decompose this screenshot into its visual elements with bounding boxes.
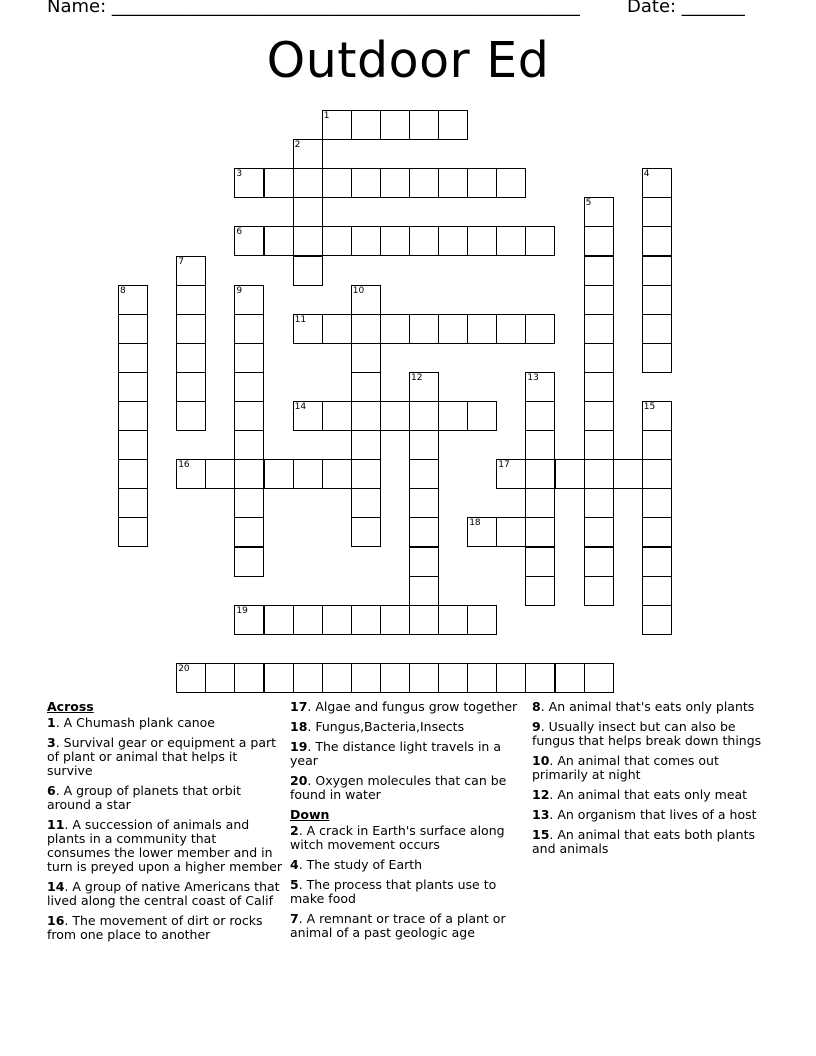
grid-cell[interactable] bbox=[642, 576, 672, 606]
grid-cell[interactable] bbox=[584, 430, 614, 460]
grid-cell[interactable] bbox=[555, 459, 585, 489]
grid-cell[interactable] bbox=[118, 401, 148, 431]
grid-cell[interactable] bbox=[409, 517, 439, 547]
clue-item: 14. A group of native Americans that lived along the central coast of Calif bbox=[47, 879, 280, 908]
grid-cell-number: 10 bbox=[352, 285, 365, 296]
grid-cell[interactable] bbox=[584, 547, 614, 577]
grid-cell[interactable] bbox=[234, 372, 264, 402]
grid-cell[interactable] bbox=[351, 372, 381, 402]
grid-cell[interactable] bbox=[409, 576, 439, 606]
grid-cell[interactable] bbox=[409, 372, 439, 402]
clue-number: 10 bbox=[532, 753, 550, 768]
grid-cell[interactable] bbox=[642, 547, 672, 577]
grid-cell[interactable] bbox=[234, 430, 264, 460]
clue-number: 18 bbox=[290, 719, 308, 734]
grid-cell[interactable] bbox=[584, 401, 614, 431]
grid-cell[interactable] bbox=[467, 517, 497, 547]
grid-cell[interactable] bbox=[293, 139, 323, 169]
grid-cell[interactable] bbox=[525, 576, 555, 606]
grid-cell[interactable] bbox=[351, 110, 381, 140]
grid-cell[interactable] bbox=[467, 226, 497, 256]
clue-text: Usually insect but can also be fungus that helps break down things bbox=[532, 719, 762, 748]
grid-cell[interactable] bbox=[293, 256, 323, 286]
page-title: Outdoor Ed bbox=[266, 32, 550, 89]
clue-column-3 bbox=[532, 700, 772, 862]
clue-item: 6. A group of planets that orbit around a star bbox=[47, 783, 241, 812]
grid-cell[interactable] bbox=[351, 285, 381, 315]
grid-cell[interactable] bbox=[293, 314, 323, 344]
grid-cell[interactable] bbox=[264, 605, 294, 635]
grid-cell[interactable] bbox=[438, 110, 468, 140]
grid-cell[interactable] bbox=[234, 488, 264, 518]
clue-item: 20. Oxygen molecules that can be found in water bbox=[290, 773, 507, 802]
clue-number: 2 bbox=[290, 823, 299, 838]
grid-cell[interactable] bbox=[525, 430, 555, 460]
grid-cell[interactable] bbox=[642, 168, 672, 198]
grid-cell[interactable] bbox=[525, 663, 555, 693]
clue-text: A crack in Earth's surface along witch movement occurs bbox=[290, 823, 505, 852]
clue-text: A Chumash plank canoe bbox=[63, 715, 215, 730]
clue-number: 1 bbox=[47, 715, 56, 730]
grid-cell[interactable] bbox=[409, 314, 439, 344]
clue-text: The distance light travels in a year bbox=[290, 739, 501, 768]
grid-cell[interactable] bbox=[176, 663, 206, 693]
grid-cell-number: 4 bbox=[643, 169, 650, 180]
clue-column-1 bbox=[47, 700, 283, 948]
grid-cell-number: 12 bbox=[411, 372, 423, 383]
clue-number: 4 bbox=[290, 857, 299, 872]
grid-cell[interactable] bbox=[176, 285, 206, 315]
grid-cell[interactable] bbox=[555, 663, 585, 693]
grid-cell[interactable] bbox=[322, 459, 352, 489]
grid-cell[interactable] bbox=[351, 343, 381, 373]
grid-cell[interactable] bbox=[205, 459, 235, 489]
grid-cell[interactable] bbox=[351, 459, 381, 489]
grid-cell[interactable] bbox=[118, 459, 148, 489]
clue-number: 13 bbox=[532, 807, 550, 822]
grid-cell[interactable] bbox=[205, 663, 235, 693]
grid-cell[interactable] bbox=[293, 197, 323, 227]
clue-item: 5. The process that plants use to make food bbox=[290, 877, 497, 906]
grid-cell-number: 3 bbox=[236, 169, 243, 180]
clue-number: 19 bbox=[290, 739, 308, 754]
grid-cell[interactable] bbox=[584, 314, 614, 344]
grid-cell[interactable] bbox=[176, 343, 206, 373]
grid-cell[interactable] bbox=[380, 314, 410, 344]
grid-cell[interactable] bbox=[496, 459, 526, 489]
grid-cell[interactable] bbox=[467, 314, 497, 344]
clue-number: 6 bbox=[47, 783, 56, 798]
clue-text: A group of planets that orbit around a star bbox=[47, 783, 241, 812]
clue-number: 9 bbox=[532, 719, 541, 734]
grid-cell[interactable] bbox=[642, 197, 672, 227]
grid-cell-number: 19 bbox=[236, 605, 248, 616]
grid-cell[interactable] bbox=[467, 401, 497, 431]
grid-cell[interactable] bbox=[525, 459, 555, 489]
grid-cell[interactable] bbox=[438, 401, 468, 431]
clue-number: 12 bbox=[532, 787, 550, 802]
grid-cell[interactable] bbox=[118, 430, 148, 460]
grid-cell-number: 6 bbox=[236, 227, 243, 238]
grid-cell[interactable] bbox=[293, 226, 323, 256]
grid-cell[interactable] bbox=[525, 488, 555, 518]
name-field-label: Name: ____________________________________________________ bbox=[47, 0, 580, 17]
clue-item: 9. Usually insect but can also be fungus that helps break down things bbox=[532, 719, 762, 748]
grid-cell[interactable] bbox=[118, 314, 148, 344]
date-field-label: Date: _______ bbox=[627, 0, 745, 17]
grid-cell[interactable] bbox=[467, 605, 497, 635]
grid-cell[interactable] bbox=[322, 110, 352, 140]
grid-cell[interactable] bbox=[176, 314, 206, 344]
grid-cell[interactable] bbox=[118, 372, 148, 402]
grid-cell[interactable] bbox=[409, 401, 439, 431]
grid-cell-number: 14 bbox=[294, 402, 307, 412]
grid-cell[interactable] bbox=[264, 226, 294, 256]
grid-cell[interactable] bbox=[409, 663, 439, 693]
clue-text: The process that plants use to make food bbox=[290, 877, 497, 906]
clue-item: 11. A succession of animals and plants in a community that consumes the lower member and in turn is preyed upon a higher member bbox=[47, 817, 282, 874]
clue-item: 7. A remnant or trace of a plant or animal of a past geologic age bbox=[290, 911, 506, 940]
grid-cell[interactable] bbox=[234, 401, 264, 431]
grid-cell[interactable] bbox=[293, 168, 323, 198]
grid-cell[interactable] bbox=[118, 343, 148, 373]
grid-cell-number: 15 bbox=[643, 402, 656, 412]
grid-cell[interactable] bbox=[351, 226, 381, 256]
grid-cell[interactable] bbox=[438, 168, 468, 198]
clue-number: 14 bbox=[47, 879, 65, 894]
grid-cell[interactable] bbox=[642, 226, 672, 256]
grid-cell[interactable] bbox=[642, 430, 672, 460]
grid-cell[interactable] bbox=[525, 372, 555, 402]
grid-cell-number: 20 bbox=[178, 663, 190, 674]
grid-cell[interactable] bbox=[584, 343, 614, 373]
clue-item: 15. An animal that eats both plants and animals bbox=[532, 827, 756, 856]
grid-cell-number: 2 bbox=[294, 140, 301, 151]
grid-cell[interactable] bbox=[118, 517, 148, 547]
grid-cell[interactable] bbox=[234, 663, 264, 693]
grid-cell[interactable] bbox=[234, 168, 264, 198]
clue-number: 17 bbox=[290, 699, 308, 714]
grid-cell[interactable] bbox=[176, 401, 206, 431]
grid-cell[interactable] bbox=[525, 401, 555, 431]
grid-cell[interactable] bbox=[613, 459, 643, 489]
clue-item: 4. The study of Earth bbox=[290, 857, 423, 872]
across-heading: Across bbox=[47, 699, 94, 714]
grid-cell-number: 1 bbox=[323, 111, 330, 121]
grid-cell[interactable] bbox=[496, 226, 526, 256]
clue-text: Fungus,Bacteria,Insects bbox=[315, 719, 465, 734]
grid-cell[interactable] bbox=[438, 605, 468, 635]
clue-text: An organism that lives of a host bbox=[557, 807, 757, 822]
grid-cell-number: 16 bbox=[178, 460, 190, 471]
grid-cell[interactable] bbox=[642, 285, 672, 315]
grid-cell[interactable] bbox=[642, 256, 672, 286]
grid-cell[interactable] bbox=[584, 372, 614, 402]
grid-cell[interactable] bbox=[380, 605, 410, 635]
grid-cell[interactable] bbox=[322, 401, 352, 431]
grid-cell[interactable] bbox=[264, 168, 294, 198]
clue-text: The study of Earth bbox=[306, 857, 423, 872]
grid-cell[interactable] bbox=[467, 168, 497, 198]
grid-cell[interactable] bbox=[584, 488, 614, 518]
grid-cell[interactable] bbox=[438, 663, 468, 693]
grid-cell-number: 13 bbox=[527, 372, 539, 383]
grid-cell[interactable] bbox=[438, 314, 468, 344]
grid-cell[interactable] bbox=[642, 343, 672, 373]
grid-cell[interactable] bbox=[409, 605, 439, 635]
grid-cell[interactable] bbox=[642, 517, 672, 547]
grid-cell[interactable] bbox=[322, 226, 352, 256]
clue-text: Oxygen molecules that can be found in water bbox=[290, 773, 507, 802]
grid-cell[interactable] bbox=[351, 517, 381, 547]
grid-cell[interactable] bbox=[234, 459, 264, 489]
grid-cell[interactable] bbox=[322, 663, 352, 693]
clue-text: Algae and fungus grow together bbox=[315, 699, 518, 714]
grid-cell-number: 9 bbox=[236, 285, 243, 296]
clue-number: 5 bbox=[290, 877, 299, 892]
grid-cell[interactable] bbox=[409, 110, 439, 140]
grid-cell[interactable] bbox=[351, 430, 381, 460]
grid-cell[interactable] bbox=[496, 663, 526, 693]
grid-cell[interactable] bbox=[409, 168, 439, 198]
clue-item: 1. A Chumash plank canoe bbox=[47, 715, 215, 730]
grid-cell[interactable] bbox=[234, 547, 264, 577]
clue-item: 19. The distance light travels in a year bbox=[290, 739, 501, 768]
grid-cell[interactable] bbox=[380, 168, 410, 198]
clue-item: 17. Algae and fungus grow together bbox=[290, 699, 518, 714]
down-heading: Down bbox=[290, 807, 330, 822]
grid-cell[interactable] bbox=[642, 314, 672, 344]
clue-item: 2. A crack in Earth's surface along witch movement occurs bbox=[290, 823, 505, 852]
grid-cell[interactable] bbox=[584, 197, 614, 227]
clue-item: 18. Fungus,Bacteria,Insects bbox=[290, 719, 465, 734]
grid-cell[interactable] bbox=[380, 110, 410, 140]
grid-cell[interactable] bbox=[293, 605, 323, 635]
clue-item: 13. An organism that lives of a host bbox=[532, 807, 757, 822]
grid-cell[interactable] bbox=[118, 488, 148, 518]
clue-number: 16 bbox=[47, 913, 65, 928]
clue-text: A remnant or trace of a plant or animal of a past geologic age bbox=[290, 911, 506, 940]
grid-cell[interactable] bbox=[584, 576, 614, 606]
clue-text: A group of native Americans that lived along the central coast of Calif bbox=[47, 879, 280, 908]
grid-cell[interactable] bbox=[351, 663, 381, 693]
grid-cell[interactable] bbox=[525, 517, 555, 547]
grid-cell[interactable] bbox=[525, 547, 555, 577]
clue-item: 16. The movement of dirt or rocks from one place to another bbox=[47, 913, 263, 942]
clue-text: The movement of dirt or rocks from one place to another bbox=[47, 913, 263, 942]
grid-cell[interactable] bbox=[584, 226, 614, 256]
grid-cell[interactable] bbox=[525, 314, 555, 344]
clue-item: 3. Survival gear or equipment a part of plant or animal that helps it survive bbox=[47, 735, 277, 778]
grid-cell[interactable] bbox=[234, 226, 264, 256]
grid-cell[interactable] bbox=[118, 285, 148, 315]
clue-text: An animal that's eats only plants bbox=[548, 699, 755, 714]
clue-number: 7 bbox=[290, 911, 299, 926]
grid-cell[interactable] bbox=[176, 459, 206, 489]
grid-cell[interactable] bbox=[584, 459, 614, 489]
grid-cell[interactable] bbox=[234, 314, 264, 344]
grid-cell[interactable] bbox=[409, 459, 439, 489]
grid-cell[interactable] bbox=[351, 168, 381, 198]
grid-cell[interactable] bbox=[496, 314, 526, 344]
grid-cell[interactable] bbox=[293, 401, 323, 431]
clue-number: 8 bbox=[532, 699, 541, 714]
clue-text: Survival gear or equipment a part of plant or animal that helps it survive bbox=[47, 735, 277, 778]
grid-cell[interactable] bbox=[642, 605, 672, 635]
grid-cell[interactable] bbox=[380, 401, 410, 431]
grid-cell[interactable] bbox=[584, 256, 614, 286]
clue-number: 3 bbox=[47, 735, 56, 750]
grid-cell[interactable] bbox=[409, 430, 439, 460]
grid-cell[interactable] bbox=[322, 314, 352, 344]
grid-cell-number: 8 bbox=[120, 285, 126, 296]
grid-cell-number: 11 bbox=[294, 314, 307, 325]
grid-cell[interactable] bbox=[584, 663, 614, 693]
grid-cell[interactable] bbox=[409, 226, 439, 256]
grid-cell[interactable] bbox=[293, 663, 323, 693]
clue-text: An animal that comes out primarily at night bbox=[532, 753, 719, 782]
grid-cell[interactable] bbox=[293, 459, 323, 489]
clue-column-2 bbox=[290, 700, 520, 946]
clue-number: 11 bbox=[47, 817, 65, 832]
grid-cell[interactable] bbox=[351, 314, 381, 344]
grid-cell[interactable] bbox=[234, 343, 264, 373]
clue-item: 10. An animal that comes out primarily at night bbox=[532, 753, 719, 782]
grid-cell[interactable] bbox=[176, 372, 206, 402]
grid-cell-number: 18 bbox=[469, 518, 481, 529]
grid-cell[interactable] bbox=[234, 517, 264, 547]
clue-number: 20 bbox=[290, 773, 308, 788]
grid-cell-number: 5 bbox=[585, 198, 592, 209]
grid-cell[interactable] bbox=[351, 488, 381, 518]
grid-cell[interactable] bbox=[380, 663, 410, 693]
clue-text: An animal that eats only meat bbox=[557, 787, 748, 802]
clue-item: 12. An animal that eats only meat bbox=[532, 787, 748, 802]
grid-cell[interactable] bbox=[176, 256, 206, 286]
grid-cell[interactable] bbox=[642, 488, 672, 518]
grid-cell[interactable] bbox=[322, 168, 352, 198]
grid-cell[interactable] bbox=[438, 226, 468, 256]
grid-cell-number: 7 bbox=[178, 256, 184, 267]
grid-cell[interactable] bbox=[264, 459, 294, 489]
grid-cell[interactable] bbox=[351, 605, 381, 635]
grid-cell[interactable] bbox=[642, 459, 672, 489]
grid-cell[interactable] bbox=[584, 517, 614, 547]
grid-cell-number: 17 bbox=[498, 460, 510, 471]
grid-cell[interactable] bbox=[467, 663, 497, 693]
grid-cell[interactable] bbox=[351, 401, 381, 431]
grid-cell[interactable] bbox=[525, 226, 555, 256]
grid-cell[interactable] bbox=[496, 168, 526, 198]
grid-cell[interactable] bbox=[380, 226, 410, 256]
grid-cell[interactable] bbox=[409, 547, 439, 577]
grid-cell[interactable] bbox=[264, 663, 294, 693]
grid-cell[interactable] bbox=[322, 605, 352, 635]
grid-cell[interactable] bbox=[234, 605, 264, 635]
grid-cell[interactable] bbox=[496, 517, 526, 547]
grid-cell[interactable] bbox=[584, 285, 614, 315]
clue-item: 8. An animal that's eats only plants bbox=[532, 699, 755, 714]
clue-text: An animal that eats both plants and animals bbox=[532, 827, 756, 856]
grid-cell[interactable] bbox=[642, 401, 672, 431]
clue-text: A succession of animals and plants in a community that consumes the lower member and in turn is preyed upon a higher member bbox=[47, 817, 282, 874]
clue-number: 15 bbox=[532, 827, 550, 842]
grid-cell[interactable] bbox=[409, 488, 439, 518]
grid-cell[interactable] bbox=[234, 285, 264, 315]
